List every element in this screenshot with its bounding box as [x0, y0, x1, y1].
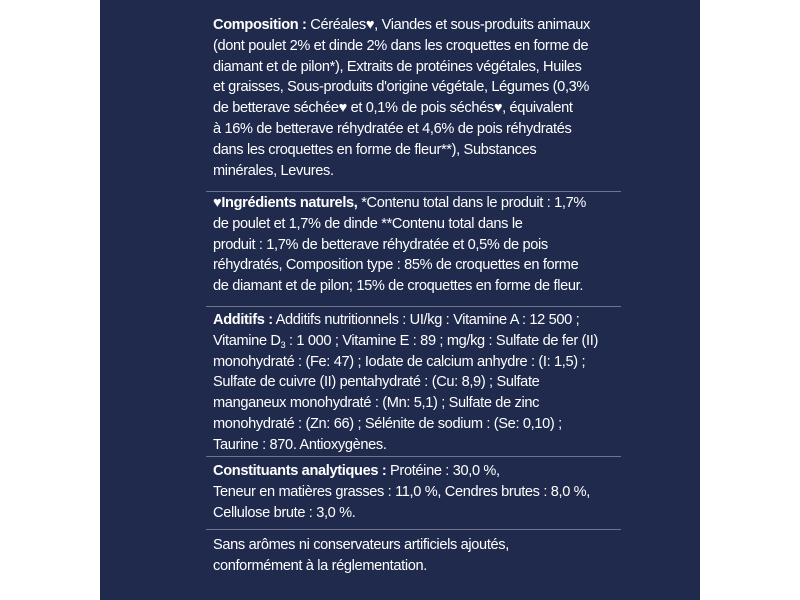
additives-subscript: 3	[280, 339, 286, 350]
composition-line-5: de betterave séchée♥ et 0,1% de pois séchés♥, équivalent	[213, 100, 573, 117]
additives-line-7: Taurine : 870. Antioxygènes.	[213, 436, 387, 453]
additives-line-1	[213, 310, 633, 331]
natural-line-5: de diamant et de pilon; 15% de croquettes en forme de fleur.	[213, 278, 584, 295]
additives-text: Additifs nutritionnels : UI/kg : Vitamine A : 12 500 ;	[272, 312, 580, 328]
additives-section	[213, 310, 633, 456]
additives-line-4: Sulfate de cuivre (II) pentahydraté : (Cu: 8,9) ; Sulfate	[213, 374, 540, 391]
natural-label: ♥Ingrédients naturels,	[213, 195, 358, 211]
analytical-line-3: Cellulose brute : 3,0 %.	[213, 504, 356, 521]
composition-line-3: diamant et de pilon*), Extraits de protéines végétales, Huiles	[213, 58, 582, 75]
divider	[206, 529, 621, 530]
divider	[206, 306, 621, 307]
composition-line-4: et graisses, Sous-produits d'origine végétale, Légumes (0,3%	[213, 79, 590, 96]
natural-line-4: réhydratés, Composition type : 85% de croquettes en forme	[213, 257, 579, 274]
analytical-section	[213, 461, 633, 523]
additives-line-3: monohydraté : (Fe: 47) ; Iodate de calcium anhydre : (I: 1,5) ;	[213, 353, 586, 370]
divider	[206, 456, 621, 457]
composition-line-8: minérales, Levures.	[213, 162, 334, 179]
analytical-line-1	[213, 461, 633, 482]
composition-line-2: (dont poulet 2% et dinde 2% dans les croquettes en forme de	[213, 37, 589, 54]
composition-section	[213, 15, 633, 181]
natural-text: *Contenu total dans le produit : 1,7%	[357, 195, 586, 211]
additives-text: : 1 000 ; Vitamine E : 89 ; mg/kg : Sulfate de fer (II)	[285, 332, 598, 349]
composition-line-6: à 16% de betterave réhydratée et 4,6% de pois réhydratés	[213, 120, 572, 137]
ingredients-panel	[100, 0, 700, 600]
additives-vitamin-d: Vitamine D	[213, 332, 281, 349]
footer-line-1: Sans arômes ni conservateurs artificiels ajoutés,	[213, 537, 509, 553]
additives-line-6: monohydraté : (Zn: 66) ; Sélénite de sodium : (Se: 0,10) ;	[213, 415, 562, 432]
additives-line-5: manganeux monohydraté : (Mn: 5,1) ; Sulfate de zinc	[213, 395, 540, 412]
natural-ingredients-section	[213, 193, 633, 297]
additives-line-2	[213, 331, 633, 352]
composition-text: Céréales♥, Viandes et sous-produits animaux	[306, 17, 590, 33]
composition-line-7: dans les croquettes en forme de fleur**), Substances	[213, 141, 537, 158]
natural-line-2: de poulet et 1,7% de dinde **Contenu total dans le	[213, 215, 523, 232]
analytical-line-2: Teneur en matières grasses : 11,0 %, Cendres brutes : 8,0 %,	[213, 483, 591, 500]
composition-label: Composition :	[213, 17, 307, 33]
natural-line-3: produit : 1,7% de betterave réhydratée et 0,5% de pois	[213, 236, 548, 253]
natural-line-1	[213, 193, 633, 214]
additives-label: Additifs :	[213, 312, 273, 328]
analytical-label: Constituants analytiques :	[213, 463, 387, 479]
composition-line-1	[213, 15, 633, 36]
footer-section	[213, 535, 633, 577]
footer-line-2: conformément à la réglementation.	[213, 557, 427, 574]
analytical-text: Protéine : 30,0 %,	[386, 463, 500, 479]
divider	[206, 191, 621, 192]
